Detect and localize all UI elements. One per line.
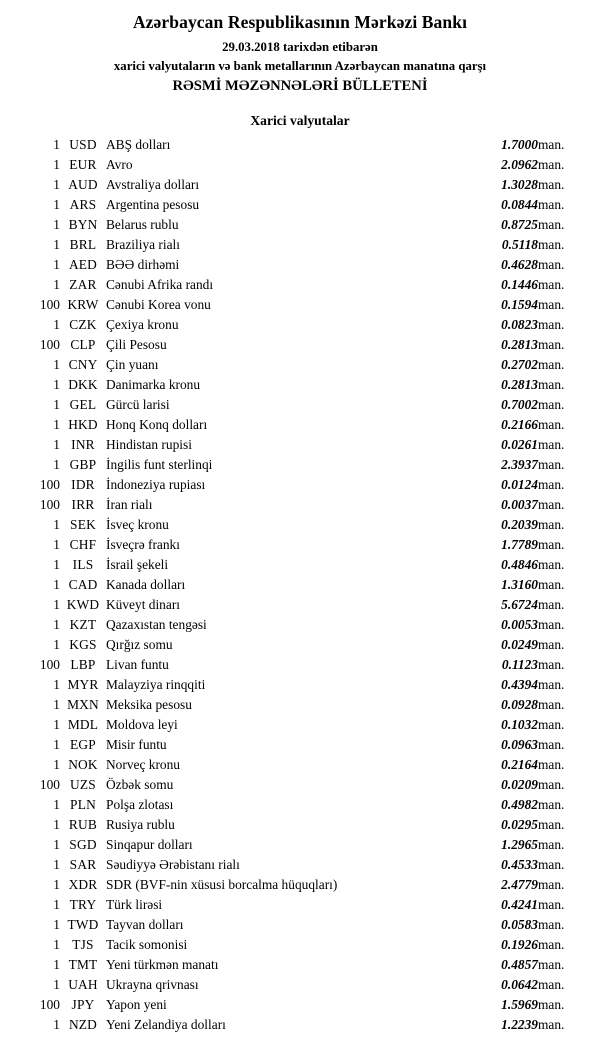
currency-rate: 0.0928 [501,697,538,712]
currency-units: 1 [53,1017,60,1032]
table-row [8,735,592,755]
rate-unit-label: man. [538,557,565,572]
currency-name: Qırğız somu [106,637,173,652]
currency-rate: 0.4241 [501,897,538,912]
currency-name: İngilis funt sterlinqi [106,457,213,472]
table-row [8,235,592,255]
currency-rate: 0.0844 [501,197,538,212]
currency-code: CHF [69,537,97,552]
table-row [8,315,592,335]
table-row [8,595,592,615]
currency-rate: 2.0962 [501,157,538,172]
currency-units: 1 [53,757,60,772]
currency-rate: 0.0963 [501,737,538,752]
table-row [8,875,592,895]
currency-code: PLN [70,797,96,812]
currency-rate: 0.0037 [501,497,538,512]
currency-units: 100 [39,497,60,512]
currency-code: CZK [69,317,97,332]
table-row [8,335,592,355]
currency-name: Malayziya rinqqiti [106,677,206,692]
currency-code: ZAR [69,277,97,292]
currency-rate: 1.3028 [501,177,538,192]
rate-unit-label: man. [538,237,565,252]
currency-code: MYR [67,677,99,692]
currency-units: 1 [53,457,60,472]
currency-rate: 0.0823 [501,317,538,332]
currency-code: KRW [67,297,99,312]
currency-units: 1 [53,217,60,232]
currency-rate: 1.2239 [501,1017,538,1032]
table-row [8,775,592,795]
table-row [8,835,592,855]
currency-rate: 0.4857 [501,957,538,972]
table-row [8,555,592,575]
currency-name: Türk lirəsi [106,897,163,912]
currency-units: 1 [53,617,60,632]
rate-unit-label: man. [538,937,565,952]
rate-unit-label: man. [538,217,565,232]
currency-units: 100 [39,297,60,312]
table-row [8,995,592,1015]
currency-name: Çili Pesosu [106,337,167,352]
currency-code: ILS [72,557,94,572]
effective-date-line: 29.03.2018 tarixdən etibarən [222,40,378,54]
currency-rate: 5.6724 [501,597,538,612]
currency-units: 1 [53,317,60,332]
table-row [8,375,592,395]
table-row [8,955,592,975]
currency-name: Gürcü larisi [106,397,170,412]
currency-name: Yapon yeni [106,997,167,1012]
currency-rate: 1.7000 [501,137,538,152]
currency-units: 100 [39,337,60,352]
rate-unit-label: man. [538,417,565,432]
currency-code: TWD [67,917,99,932]
rate-unit-label: man. [538,297,565,312]
currency-units: 1 [53,517,60,532]
currency-code: CAD [68,577,98,592]
currency-units: 1 [53,717,60,732]
currency-name: İndoneziya rupiası [106,477,206,492]
bank-name: Azərbaycan Respublikasının Mərkəzi Bankı [132,12,468,32]
currency-rate: 2.4779 [501,877,538,892]
currency-name: İsveç kronu [106,517,169,532]
table-row [8,755,592,775]
currency-rate: 0.2164 [501,757,538,772]
rate-unit-label: man. [538,157,565,172]
currency-name: Ukrayna qrivnası [106,977,199,992]
currency-units: 1 [53,737,60,752]
currency-code: LBP [70,657,96,672]
currency-rate: 0.4628 [501,257,538,272]
rate-unit-label: man. [538,377,565,392]
currency-units: 1 [53,857,60,872]
currency-name: Polşa zlotası [106,797,174,812]
rate-unit-label: man. [538,517,565,532]
currency-code: CLP [70,337,96,352]
rate-unit-label: man. [538,477,565,492]
currency-code: GBP [69,457,97,472]
currency-rate: 1.7789 [501,537,538,552]
currency-units: 1 [53,637,60,652]
currency-name: BƏƏ dirhəmi [106,257,180,272]
currency-units: 1 [53,797,60,812]
currency-rate: 0.2039 [501,517,538,532]
currency-units: 1 [53,537,60,552]
currency-rate: 0.5118 [501,237,538,252]
currency-code: JPY [71,997,95,1012]
currency-name: Cənubi Afrika randı [106,277,214,292]
currency-code: DKK [68,377,98,392]
rate-unit-label: man. [538,917,565,932]
currency-rate: 2.3937 [501,457,538,472]
currency-code: TJS [72,937,94,952]
currency-rate: 0.8725 [501,217,538,232]
rate-unit-label: man. [538,997,565,1012]
currency-units: 100 [39,997,60,1012]
table-row [8,295,592,315]
currency-units: 1 [53,897,60,912]
currency-rate: 0.0209 [501,777,538,792]
currency-rate: 0.2166 [501,417,538,432]
currency-rate: 1.5969 [501,997,538,1012]
currency-code: HKD [68,417,98,432]
rate-unit-label: man. [538,577,565,592]
rate-unit-label: man. [538,877,565,892]
document-subtitle: xarici valyutaların və bank metallarının Azərbaycan manatına qarşı [113,59,487,73]
currency-units: 1 [53,137,60,152]
currency-rate: 0.2813 [501,337,538,352]
rate-unit-label: man. [538,497,565,512]
section-title-foreign-currencies: Xarici valyutalar [250,113,350,128]
currency-rate: 0.2702 [501,357,538,372]
table-row [8,575,592,595]
table-row [8,975,592,995]
currency-units: 1 [53,257,60,272]
currency-code: TMT [68,957,98,972]
rate-unit-label: man. [538,397,565,412]
table-row [8,415,592,435]
currency-name: İran rialı [106,497,153,512]
currency-name: Yeni türkmən manatı [106,957,219,972]
currency-code: IRR [71,497,95,512]
table-row [8,935,592,955]
currency-code: RUB [68,817,98,832]
currency-units: 1 [53,817,60,832]
rate-unit-label: man. [538,597,565,612]
currency-name: ABŞ dolları [106,137,171,152]
table-row [8,715,592,735]
currency-units: 1 [53,977,60,992]
table-row [8,395,592,415]
currency-code: MXN [67,697,99,712]
table-row [8,435,592,455]
currency-rate: 0.4533 [501,857,538,872]
currency-code: KWD [66,597,100,612]
currency-units: 1 [53,697,60,712]
currency-units: 1 [53,277,60,292]
currency-code: MDL [67,717,99,732]
currency-name: Belarus rublu [106,217,179,232]
currency-name: Özbək somu [106,777,174,792]
currency-units: 100 [39,777,60,792]
rate-unit-label: man. [538,757,565,772]
currency-units: 1 [53,157,60,172]
currency-name: Moldova leyi [106,717,178,732]
currency-name: Tayvan dolları [106,917,184,932]
table-row [8,455,592,475]
currency-name: Misir funtu [106,737,167,752]
rate-unit-label: man. [538,797,565,812]
table-row [8,1015,592,1035]
currency-code: XDR [68,877,98,892]
rate-unit-label: man. [538,697,565,712]
currency-units: 100 [39,477,60,492]
currency-code: BYN [68,217,98,232]
currency-name: Qazaxıstan tengəsi [106,617,207,632]
rate-unit-label: man. [538,617,565,632]
rate-unit-label: man. [538,177,565,192]
currency-rate: 0.0295 [501,817,538,832]
currency-name: Kanada dolları [106,577,186,592]
currency-code: EUR [69,157,97,172]
currency-rate: 0.0124 [501,477,538,492]
currency-units: 1 [53,917,60,932]
currency-name: Avro [106,157,133,172]
currency-name: Tacik somonisi [106,937,188,952]
table-row [8,195,592,215]
currency-units: 1 [53,937,60,952]
rate-unit-label: man. [538,317,565,332]
currency-units: 1 [53,957,60,972]
table-row [8,495,592,515]
table-row [8,675,592,695]
currency-rate: 0.4982 [501,797,538,812]
currency-name: Argentina pesosu [106,197,200,212]
table-row [8,175,592,195]
currency-name: Livan funtu [106,657,169,672]
rate-unit-label: man. [538,637,565,652]
currency-code: USD [69,137,97,152]
currency-name: Küveyt dinarı [106,597,181,612]
currency-rate: 0.1032 [501,717,538,732]
table-row [8,815,592,835]
currency-units: 1 [53,557,60,572]
table-row [8,915,592,935]
table-row [8,475,592,495]
rate-unit-label: man. [538,837,565,852]
rate-unit-label: man. [538,717,565,732]
rate-unit-label: man. [538,957,565,972]
currency-rate: 1.2965 [501,837,538,852]
currency-rate: 0.1446 [501,277,538,292]
table-row [8,155,592,175]
currency-units: 1 [53,837,60,852]
currency-code: SAR [69,857,97,872]
currency-name: Braziliya rialı [106,237,180,252]
table-row [8,355,592,375]
table-row [8,695,592,715]
currency-code: UZS [70,777,96,792]
currency-units: 1 [53,197,60,212]
currency-units: 1 [53,677,60,692]
currency-code: IDR [71,477,95,492]
bulletin-title: RƏSMİ MƏZƏNNƏLƏRİ BÜLLETENİ [172,78,428,94]
currency-units: 1 [53,397,60,412]
table-row [8,135,592,155]
currency-units: 1 [53,577,60,592]
currency-units: 1 [53,237,60,252]
table-row [8,215,592,235]
currency-rate: 1.3160 [501,577,538,592]
table-row [8,855,592,875]
currency-rate: 0.1926 [501,937,538,952]
currency-code: ARS [69,197,97,212]
currency-name: Danimarka kronu [106,377,201,392]
currency-units: 1 [53,377,60,392]
currency-name: İsveçrə frankı [106,537,180,552]
currency-units: 100 [39,657,60,672]
currency-name: Honq Konq dolları [106,417,208,432]
currency-code: EGP [70,737,96,752]
currency-name: Çin yuanı [106,357,159,372]
table-row [8,275,592,295]
currency-name: Rusiya rublu [106,817,175,832]
currency-rates-table [8,135,592,1035]
currency-code: KGS [69,637,97,652]
currency-code: TRY [69,897,97,912]
currency-name: Sinqapur dolları [106,837,193,852]
currency-units: 1 [53,597,60,612]
rate-unit-label: man. [538,657,565,672]
rate-unit-label: man. [538,777,565,792]
currency-name: Avstraliya dolları [106,177,200,192]
rate-unit-label: man. [538,817,565,832]
rate-unit-label: man. [538,897,565,912]
rate-unit-label: man. [538,857,565,872]
currency-name: İsrail şekeli [106,557,169,572]
currency-name: Cənubi Korea vonu [106,297,211,312]
currency-code: BRL [69,237,97,252]
document-header [0,12,600,95]
currency-code: AED [68,257,98,272]
currency-units: 1 [53,357,60,372]
table-row [8,535,592,555]
currency-units: 1 [53,417,60,432]
rate-unit-label: man. [538,677,565,692]
rate-unit-label: man. [538,357,565,372]
currency-code: NOK [68,757,98,772]
currency-code: CNY [68,357,98,372]
rate-unit-label: man. [538,537,565,552]
currency-rate: 0.1123 [501,657,538,672]
table-row [8,635,592,655]
currency-rate: 0.1594 [501,297,538,312]
currency-name: Səudiyyə Ərəbistanı rialı [106,857,240,872]
rate-unit-label: man. [538,737,565,752]
table-row [8,615,592,635]
rate-unit-label: man. [538,337,565,352]
currency-rate: 0.2813 [501,377,538,392]
currency-code: GEL [69,397,97,412]
currency-rate: 0.0249 [501,637,538,652]
currency-rate: 0.0053 [501,617,538,632]
currency-units: 1 [53,877,60,892]
rate-unit-label: man. [538,137,565,152]
rate-unit-label: man. [538,197,565,212]
rate-unit-label: man. [538,277,565,292]
currency-name: Hindistan rupisi [106,437,192,452]
currency-rate: 0.0642 [501,977,538,992]
rate-unit-label: man. [538,257,565,272]
table-row [8,515,592,535]
currency-name: SDR (BVF-nin xüsusi borcalma hüquqları) [106,877,338,892]
currency-rate: 0.7002 [501,397,538,412]
currency-name: Çexiya kronu [106,317,179,332]
currency-units: 1 [53,437,60,452]
currency-name: Norveç kronu [106,757,180,772]
currency-code: AUD [68,177,98,192]
rate-unit-label: man. [538,457,565,472]
currency-code: NZD [68,1017,98,1032]
rate-unit-label: man. [538,977,565,992]
currency-name: Meksika pesosu [106,697,192,712]
currency-rate: 0.4846 [501,557,538,572]
rate-unit-label: man. [538,437,565,452]
currency-rate: 0.0261 [501,437,538,452]
table-row [8,255,592,275]
currency-code: INR [71,437,95,452]
currency-rate: 0.4394 [501,677,538,692]
table-row [8,655,592,675]
currency-code: UAH [68,977,98,992]
currency-units: 1 [53,177,60,192]
table-row [8,795,592,815]
currency-name: Yeni Zelandiya dolları [106,1017,226,1032]
currency-rate: 0.0583 [501,917,538,932]
currency-code: SGD [69,837,97,852]
currency-code: KZT [69,617,97,632]
rate-unit-label: man. [538,1017,565,1032]
currency-code: SEK [70,517,96,532]
table-row [8,895,592,915]
